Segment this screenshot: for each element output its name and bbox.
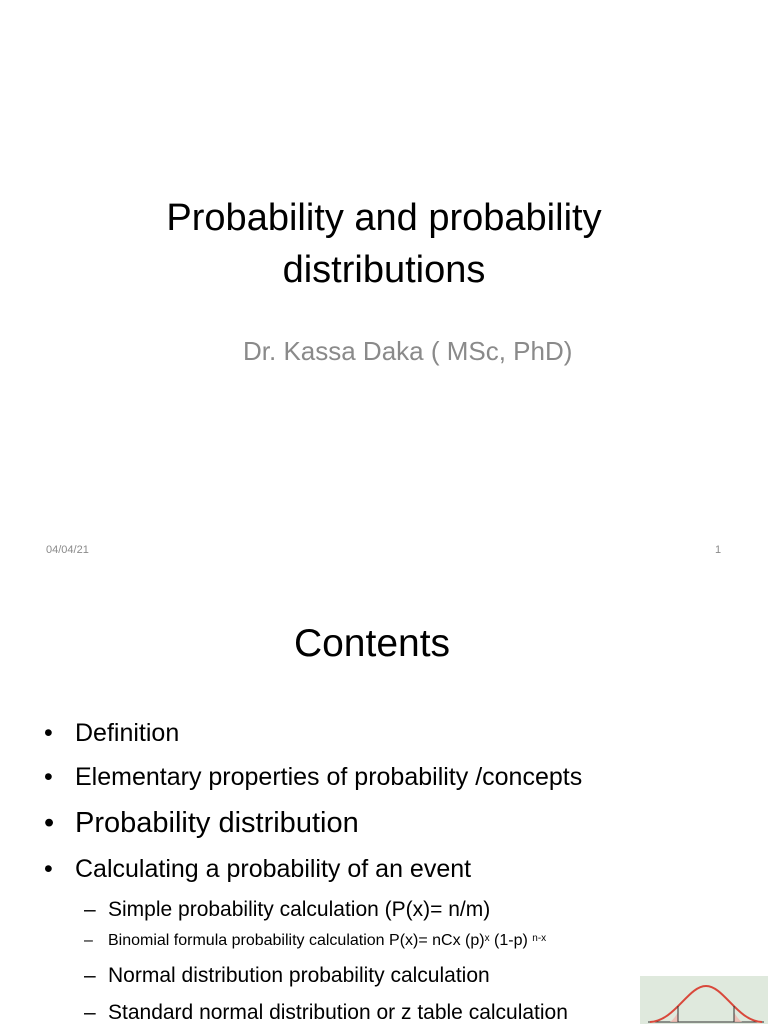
slide-title	[0, 192, 768, 296]
slide-date: 04/04/21	[46, 544, 89, 556]
bullet-text: Probability distribution	[75, 807, 359, 839]
contents-slide	[0, 576, 768, 1024]
sub-item	[84, 898, 490, 922]
bullet-text: Calculating a probability of an event	[75, 855, 472, 883]
binomial-mid: (1-p)	[489, 932, 533, 949]
title-line-1: Probability and probability	[166, 197, 602, 239]
bullet-text: Definition	[75, 719, 180, 747]
bullet-item	[44, 719, 179, 748]
binomial-exponent-x: x	[484, 933, 490, 944]
dash-marker: –	[84, 964, 96, 987]
bullet-marker: •	[44, 855, 53, 883]
sub-item-text: Binomial formula probability calculation P(x)= nCx (p)	[108, 932, 485, 949]
sub-item	[84, 964, 490, 988]
dash-marker: –	[84, 1001, 96, 1024]
sub-item-text: Normal distribution probability calculation	[108, 964, 490, 987]
normal-curve-icon	[640, 976, 768, 1024]
bullet-text: Elementary properties of probability /concepts	[75, 763, 583, 791]
sub-item-text: Simple probability calculation (P(x)= n/m)	[108, 898, 491, 921]
contents-title: Contents	[293, 622, 451, 665]
bullet-item	[44, 855, 471, 884]
binomial-exponent-nx: n-x	[532, 933, 547, 944]
bullet-marker: •	[44, 807, 55, 839]
author-subtitle: Dr. Kassa Daka ( MSc, PhD)	[243, 336, 573, 366]
normal-curve-thumbnail	[640, 976, 768, 1024]
slide-number: 1	[715, 544, 722, 556]
dash-marker: –	[84, 898, 96, 921]
sub-item	[84, 932, 546, 950]
bullet-item	[44, 807, 359, 840]
sub-item-text: Standard normal distribution or z table calculation	[108, 1001, 568, 1024]
bullet-marker: •	[44, 719, 53, 747]
dash-marker: –	[84, 932, 93, 949]
title-line-2: distributions	[282, 249, 486, 291]
bullet-marker: •	[44, 763, 53, 791]
sub-item	[84, 1001, 568, 1025]
bullet-item	[44, 763, 582, 792]
